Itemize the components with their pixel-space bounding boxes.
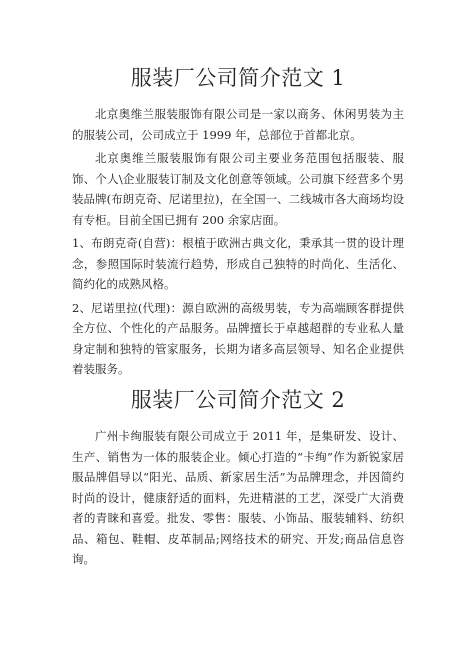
- section-2-body: [72, 426, 404, 570]
- section-1-list-item-2: 2、尼诺里拉(代理)：源自欧洲的高级男装，专为高端顾客群提供全方位、个性化的产品服务。品牌擅长于卓越超群的专业私人量身定制和独特的管家服务，长期为诸多高层领导、知名企业提供着装服务。: [72, 300, 404, 376]
- section-2-paragraph-1: 广州卡绚服装有限公司成立于 2011 年，是集研发、设计、生产、销售为一体的服装企业。倾心打造的“卡绚”作为新锐家居服品牌倡导以“阳光、品质、新家居生活”为品牌理念，并因简约时尚的设计，健康舒适的面料，先进精湛的工艺，深受广大消费者的青睐和喜爱。批发、零售：服装、小饰品、服装辅料、纺织品、箱包、鞋帽、皮革制品;网络技术的研究、开发;商品信息咨询。: [72, 429, 404, 566]
- section-1-paragraph-1: 北京奥维兰服装服饰有限公司是一家以商务、休闲男装为主的服装公司，公司成立于 1999 年，总部位于首都北京。: [72, 107, 404, 142]
- section-2-title: 服装厂公司简介范文 2: [130, 388, 346, 412]
- section-1-title: 服装厂公司简介范文 1: [130, 66, 346, 90]
- section-1-list-item-1: 1、布朗克奇(自营)：根植于欧洲古典文化，秉承其一贯的设计理念，参照国际时装流行趋势，形成自己独特的时尚化、生活化、简约化的成熟风格。: [72, 236, 404, 291]
- section-2: [72, 386, 404, 573]
- section-1-body: [72, 104, 404, 380]
- section-1-paragraph-2: 北京奥维兰服装服饰有限公司主要业务范围包括服装、服饰、个人\企业服装订制及文化创意等领域。公司旗下经营多个男装品牌(布朗克奇、尼诺里拉)，在全国一、二线城市各大商场均设有专柜。目前全国已拥有 200 余家店面。: [72, 151, 404, 227]
- section-1: [72, 64, 404, 383]
